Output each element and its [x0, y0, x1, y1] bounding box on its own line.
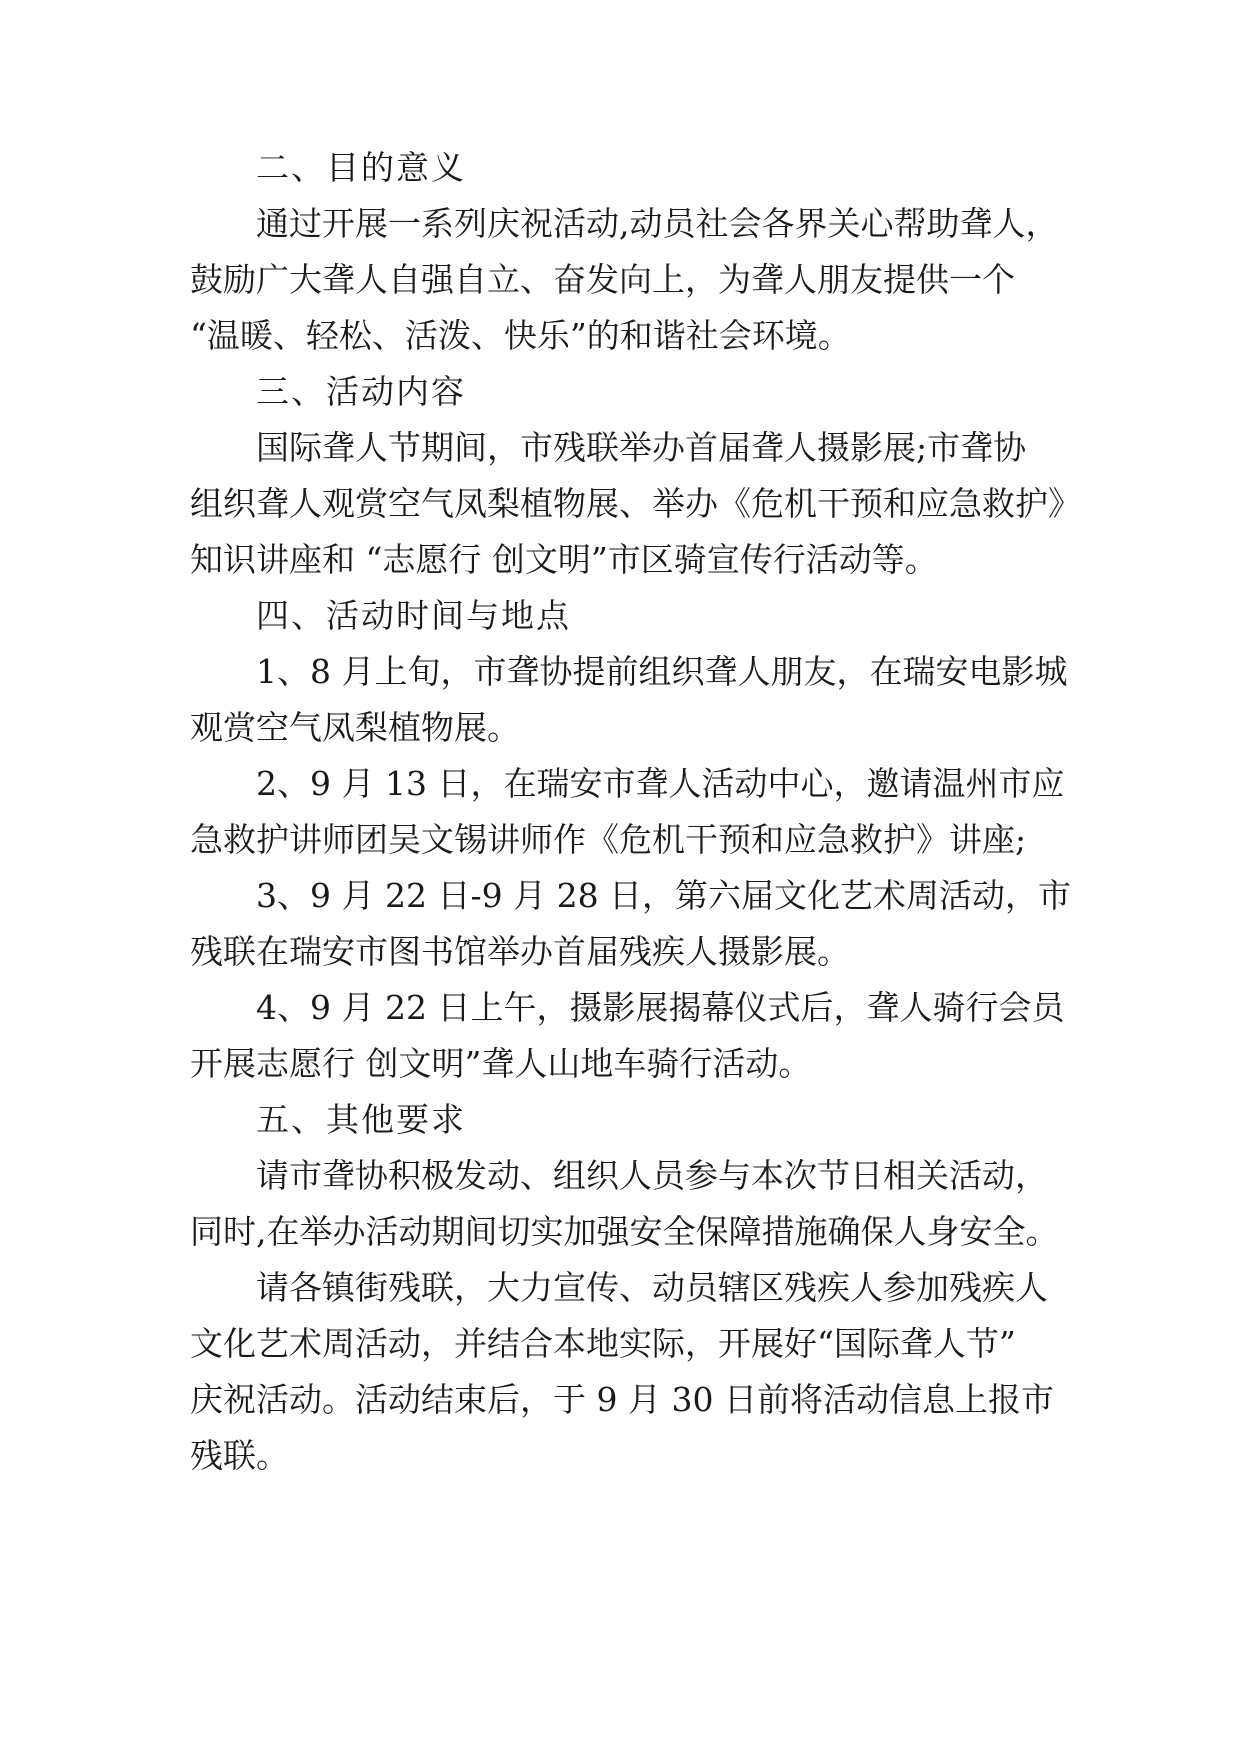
paragraph-line: 文化艺术周活动，并结合本地实际，开展好“国际聋人节” [190, 1324, 1016, 1363]
paragraph-line: 通过开展一系列庆祝活动,动员社会各界关心帮助聋人， [256, 204, 1059, 243]
paragraph-line: 组织聋人观赏空气凤梨植物展、举办《危机干预和应急救护》 [190, 484, 1081, 523]
paragraph-line: 3、9 月 22 日-9 月 28 日，第六届文化艺术周活动，市 [256, 876, 1072, 915]
paragraph-line: 开展志愿行 创文明”聋人山地车骑行活动。 [190, 1044, 812, 1083]
paragraph-line: 2、9 月 13 日，在瑞安市聋人活动中心，邀请温州市应 [256, 764, 1065, 803]
section-heading-content: 三、活动内容 [256, 372, 466, 411]
paragraph-line: 国际聋人节期间，市残联举办首届聋人摄影展;市聋协 [256, 428, 1027, 467]
paragraph-line: 鼓励广大聋人自强自立、奋发向上，为聋人朋友提供一个 [190, 260, 1015, 299]
paragraph-line: 请市聋协积极发动、组织人员参与本次节日相关活动， [256, 1156, 1048, 1195]
paragraph-line: 残联。 [190, 1436, 289, 1475]
paragraph-line: 请各镇街残联，大力宣传、动员辖区残疾人参加残疾人 [256, 1268, 1048, 1307]
paragraph-line: 庆祝活动。活动结束后，于 9 月 30 日前将活动信息上报市 [190, 1380, 1054, 1419]
section-heading-other-requirements: 五、其他要求 [256, 1100, 466, 1139]
paragraph-line: 观赏空气凤梨植物展。 [190, 708, 520, 747]
paragraph-line: 知识讲座和 “志愿行 创文明”市区骑宣传行活动等。 [190, 540, 938, 579]
paragraph-line: 急救护讲师团吴文锡讲师作《危机干预和应急救护》讲座; [190, 820, 1027, 859]
paragraph-line: 同时,在举办活动期间切实加强安全保障措施确保人身安全。 [190, 1212, 1059, 1251]
paragraph-line: 1、8 月上旬，市聋协提前组织聋人朋友，在瑞安电影城 [256, 652, 1068, 691]
paragraph-line: 残联在瑞安市图书馆举办首届残疾人摄影展。 [190, 932, 850, 971]
paragraph-line: 4、9 月 22 日上午，摄影展揭幕仪式后，聋人骑行会员 [256, 988, 1065, 1027]
paragraph-line: “温暖、轻松、活泼、快乐”的和谐社会环境。 [190, 316, 851, 355]
section-heading-purpose: 二、目的意义 [256, 148, 466, 187]
section-heading-time-place: 四、活动时间与地点 [256, 596, 571, 635]
